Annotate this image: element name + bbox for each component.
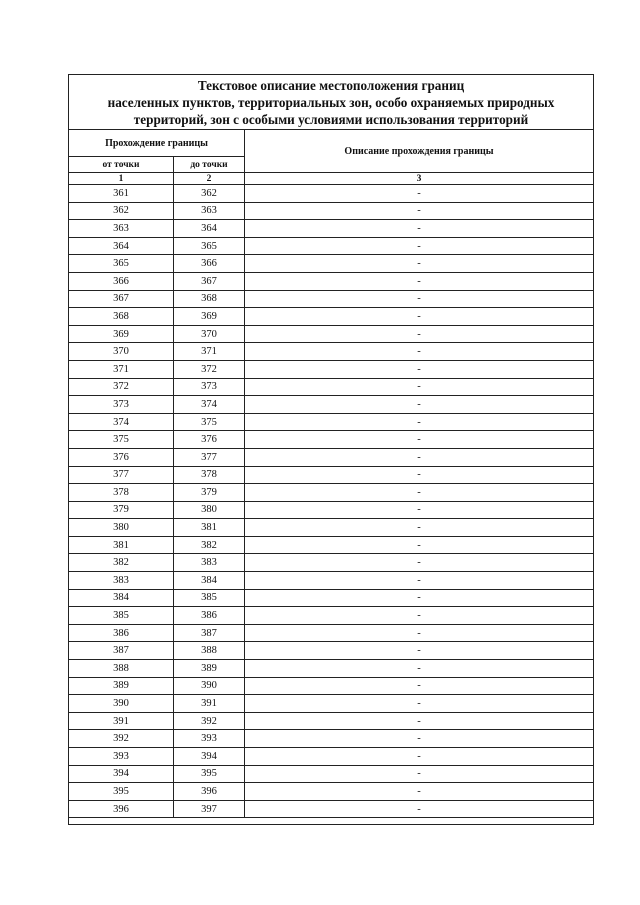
from-point-cell: 368 <box>69 308 174 326</box>
table-row <box>69 589 594 607</box>
header-from-point: от точки <box>69 157 174 173</box>
from-point-cell: 393 <box>69 748 174 766</box>
from-point-cell: 390 <box>69 695 174 713</box>
description-cell: - <box>245 466 594 484</box>
to-point-cell: 389 <box>174 660 245 678</box>
to-point-cell: 362 <box>174 185 245 203</box>
table-row <box>69 343 594 361</box>
header-to-point: до точки <box>174 157 245 173</box>
description-cell: - <box>245 484 594 502</box>
description-cell: - <box>245 642 594 660</box>
to-point-cell: 390 <box>174 677 245 695</box>
to-point-cell: 377 <box>174 448 245 466</box>
from-point-cell: 380 <box>69 519 174 537</box>
table-row <box>69 272 594 290</box>
column-number-2: 2 <box>174 173 245 185</box>
description-cell: - <box>245 589 594 607</box>
to-point-cell: 366 <box>174 255 245 273</box>
description-cell: - <box>245 237 594 255</box>
to-point-cell: 368 <box>174 290 245 308</box>
boundary-table <box>68 74 594 825</box>
table-row <box>69 695 594 713</box>
table-row <box>69 220 594 238</box>
from-point-cell: 379 <box>69 501 174 519</box>
table-row <box>69 378 594 396</box>
table-row <box>69 765 594 783</box>
from-point-cell: 392 <box>69 730 174 748</box>
to-point-cell: 397 <box>174 800 245 818</box>
from-point-cell: 395 <box>69 783 174 801</box>
table-row <box>69 519 594 537</box>
to-point-cell: 373 <box>174 378 245 396</box>
table-row <box>69 308 594 326</box>
description-cell: - <box>245 765 594 783</box>
from-point-cell: 389 <box>69 677 174 695</box>
from-point-cell: 382 <box>69 554 174 572</box>
description-cell: - <box>245 783 594 801</box>
from-point-cell: 363 <box>69 220 174 238</box>
to-point-cell: 387 <box>174 624 245 642</box>
description-cell: - <box>245 220 594 238</box>
to-point-cell: 374 <box>174 396 245 414</box>
description-cell: - <box>245 572 594 590</box>
to-point-cell: 392 <box>174 712 245 730</box>
table-row <box>69 413 594 431</box>
description-cell: - <box>245 519 594 537</box>
to-point-cell: 379 <box>174 484 245 502</box>
table-row <box>69 607 594 625</box>
table-bottom-cell <box>69 818 594 825</box>
to-point-cell: 370 <box>174 325 245 343</box>
table-row <box>69 501 594 519</box>
from-point-cell: 362 <box>69 202 174 220</box>
from-point-cell: 383 <box>69 572 174 590</box>
title-line-3: территорий, зон с особыми условиями использования территорий <box>133 111 529 127</box>
from-point-cell: 361 <box>69 185 174 203</box>
table-row <box>69 730 594 748</box>
to-point-cell: 378 <box>174 466 245 484</box>
from-point-cell: 386 <box>69 624 174 642</box>
table-row <box>69 554 594 572</box>
from-point-cell: 370 <box>69 343 174 361</box>
to-point-cell: 381 <box>174 519 245 537</box>
from-point-cell: 371 <box>69 360 174 378</box>
from-point-cell: 381 <box>69 536 174 554</box>
to-point-cell: 375 <box>174 413 245 431</box>
description-cell: - <box>245 431 594 449</box>
description-cell: - <box>245 448 594 466</box>
description-cell: - <box>245 712 594 730</box>
description-cell: - <box>245 396 594 414</box>
column-number-1: 1 <box>69 173 174 185</box>
to-point-cell: 363 <box>174 202 245 220</box>
table-row <box>69 237 594 255</box>
from-point-cell: 376 <box>69 448 174 466</box>
description-cell: - <box>245 185 594 203</box>
table-title <box>69 75 594 130</box>
table-row <box>69 660 594 678</box>
from-point-cell: 364 <box>69 237 174 255</box>
description-cell: - <box>245 607 594 625</box>
table-row <box>69 536 594 554</box>
to-point-cell: 386 <box>174 607 245 625</box>
from-point-cell: 387 <box>69 642 174 660</box>
description-cell: - <box>245 202 594 220</box>
description-cell: - <box>245 695 594 713</box>
table-row <box>69 800 594 818</box>
description-cell: - <box>245 677 594 695</box>
to-point-cell: 382 <box>174 536 245 554</box>
from-point-cell: 391 <box>69 712 174 730</box>
from-point-cell: 394 <box>69 765 174 783</box>
to-point-cell: 383 <box>174 554 245 572</box>
to-point-cell: 380 <box>174 501 245 519</box>
from-point-cell: 388 <box>69 660 174 678</box>
to-point-cell: 388 <box>174 642 245 660</box>
table-row <box>69 396 594 414</box>
table-row <box>69 748 594 766</box>
boundary-table-sheet <box>68 74 593 825</box>
header-boundary-passage: Прохождение границы <box>69 130 245 157</box>
table-bottom-row <box>69 818 594 825</box>
table-row <box>69 677 594 695</box>
description-cell: - <box>245 378 594 396</box>
to-point-cell: 365 <box>174 237 245 255</box>
table-row <box>69 325 594 343</box>
description-cell: - <box>245 413 594 431</box>
from-point-cell: 377 <box>69 466 174 484</box>
from-point-cell: 373 <box>69 396 174 414</box>
from-point-cell: 384 <box>69 589 174 607</box>
description-cell: - <box>245 730 594 748</box>
description-cell: - <box>245 800 594 818</box>
description-cell: - <box>245 554 594 572</box>
to-point-cell: 394 <box>174 748 245 766</box>
table-row <box>69 712 594 730</box>
table-row <box>69 290 594 308</box>
table-row <box>69 484 594 502</box>
description-cell: - <box>245 272 594 290</box>
header-description: Описание прохождения границы <box>245 130 594 173</box>
to-point-cell: 384 <box>174 572 245 590</box>
description-cell: - <box>245 325 594 343</box>
title-line-1: Текстовое описание местоположения границ <box>197 77 465 93</box>
table-row <box>69 202 594 220</box>
description-cell: - <box>245 748 594 766</box>
from-point-cell: 375 <box>69 431 174 449</box>
description-cell: - <box>245 660 594 678</box>
from-point-cell: 366 <box>69 272 174 290</box>
table-row <box>69 624 594 642</box>
title-line-2: населенных пунктов, территориальных зон, особо охраняемых природных <box>107 94 555 110</box>
table-row <box>69 448 594 466</box>
table-row <box>69 431 594 449</box>
to-point-cell: 371 <box>174 343 245 361</box>
description-cell: - <box>245 624 594 642</box>
table-row <box>69 185 594 203</box>
to-point-cell: 391 <box>174 695 245 713</box>
from-point-cell: 385 <box>69 607 174 625</box>
description-cell: - <box>245 308 594 326</box>
to-point-cell: 364 <box>174 220 245 238</box>
column-number-3: 3 <box>245 173 594 185</box>
description-cell: - <box>245 290 594 308</box>
from-point-cell: 367 <box>69 290 174 308</box>
to-point-cell: 367 <box>174 272 245 290</box>
table-row <box>69 466 594 484</box>
to-point-cell: 396 <box>174 783 245 801</box>
to-point-cell: 395 <box>174 765 245 783</box>
description-cell: - <box>245 501 594 519</box>
table-row <box>69 255 594 273</box>
to-point-cell: 385 <box>174 589 245 607</box>
to-point-cell: 393 <box>174 730 245 748</box>
table-row <box>69 360 594 378</box>
to-point-cell: 372 <box>174 360 245 378</box>
description-cell: - <box>245 343 594 361</box>
from-point-cell: 374 <box>69 413 174 431</box>
table-row <box>69 642 594 660</box>
from-point-cell: 365 <box>69 255 174 273</box>
table-row <box>69 783 594 801</box>
table-row <box>69 572 594 590</box>
from-point-cell: 369 <box>69 325 174 343</box>
from-point-cell: 396 <box>69 800 174 818</box>
from-point-cell: 372 <box>69 378 174 396</box>
description-cell: - <box>245 255 594 273</box>
to-point-cell: 376 <box>174 431 245 449</box>
from-point-cell: 378 <box>69 484 174 502</box>
description-cell: - <box>245 360 594 378</box>
description-cell: - <box>245 536 594 554</box>
to-point-cell: 369 <box>174 308 245 326</box>
